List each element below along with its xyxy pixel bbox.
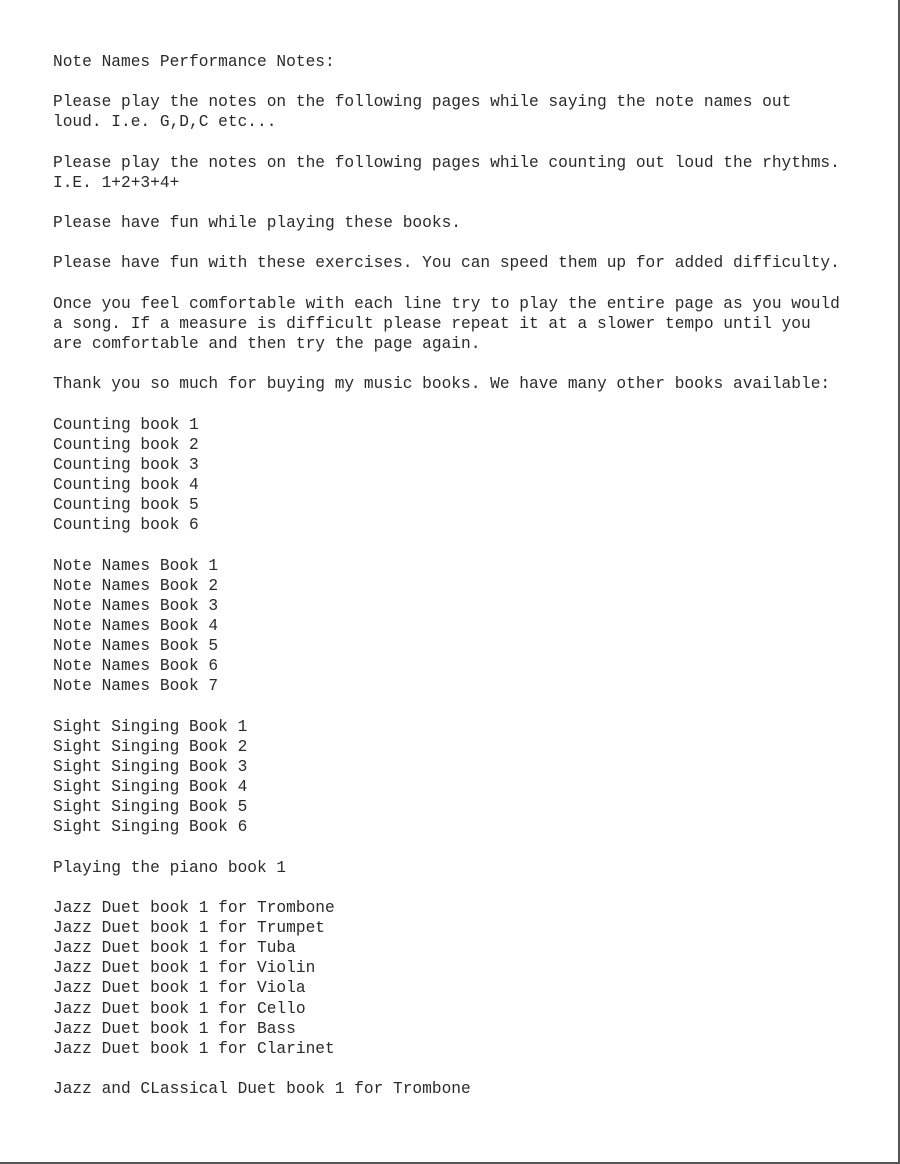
text-line: Please have fun with these exercises. You can speed them up for added difficulty. bbox=[53, 254, 840, 273]
list-item: Counting book 4 bbox=[53, 475, 199, 494]
paragraph-have-fun-exercises bbox=[53, 253, 883, 273]
list-item: Jazz Duet book 1 for Violin bbox=[53, 959, 316, 978]
spacer bbox=[53, 193, 883, 213]
list-item: Counting book 3 bbox=[53, 455, 199, 474]
spacer bbox=[53, 274, 883, 294]
paragraph-comfortable bbox=[53, 294, 883, 354]
list-item: Note Names Book 4 bbox=[53, 616, 219, 635]
book-list-counting bbox=[53, 415, 883, 536]
spacer bbox=[53, 837, 883, 857]
text-line: a song. If a measure is difficult please repeat it at a slower tempo until you bbox=[53, 314, 811, 333]
list-item: Jazz Duet book 1 for Trombone bbox=[53, 898, 335, 917]
list-item: Sight Singing Book 1 bbox=[53, 717, 248, 736]
list-item: Jazz Duet book 1 for Trumpet bbox=[53, 919, 325, 938]
paragraph-thank-you bbox=[53, 374, 883, 394]
list-item: Note Names Book 6 bbox=[53, 657, 219, 676]
list-item: Jazz Duet book 1 for Bass bbox=[53, 1019, 296, 1038]
spacer bbox=[53, 354, 883, 374]
list-item: Sight Singing Book 3 bbox=[53, 757, 248, 776]
list-item: Sight Singing Book 4 bbox=[53, 778, 248, 797]
book-list-jazz-classical bbox=[53, 1079, 883, 1099]
paragraph-have-fun-books bbox=[53, 213, 883, 233]
list-item: Counting book 5 bbox=[53, 496, 199, 515]
spacer bbox=[53, 72, 883, 92]
list-item: Jazz Duet book 1 for Cello bbox=[53, 999, 306, 1018]
spacer bbox=[53, 878, 883, 898]
text-line: Please have fun while playing these books. bbox=[53, 214, 461, 233]
text-line: Thank you so much for buying my music books. We have many other books available: bbox=[53, 375, 831, 394]
page-title: Note Names Performance Notes: bbox=[53, 53, 335, 71]
list-item: Note Names Book 2 bbox=[53, 576, 219, 595]
list-item: Sight Singing Book 5 bbox=[53, 798, 248, 817]
text-line: Please play the notes on the following pages while counting out loud the rhythms. bbox=[53, 153, 840, 172]
spacer bbox=[53, 394, 883, 414]
spacer bbox=[53, 233, 883, 253]
list-item: Note Names Book 1 bbox=[53, 556, 219, 575]
text-line: Please play the notes on the following pages while saying the note names out bbox=[53, 93, 792, 112]
list-item: Jazz Duet book 1 for Viola bbox=[53, 979, 306, 998]
text-line: Once you feel comfortable with each line try to play the entire page as you would bbox=[53, 294, 840, 313]
text-line: are comfortable and then try the page again. bbox=[53, 334, 481, 353]
list-item: Counting book 2 bbox=[53, 435, 199, 454]
spacer bbox=[53, 1059, 883, 1079]
text-line: I.E. 1+2+3+4+ bbox=[53, 173, 180, 192]
spacer bbox=[53, 535, 883, 555]
list-item: Jazz Duet book 1 for Tuba bbox=[53, 939, 296, 958]
book-list-note-names bbox=[53, 556, 883, 697]
list-item: Jazz and CLassical Duet book 1 for Trombone bbox=[53, 1080, 471, 1099]
list-item: Sight Singing Book 2 bbox=[53, 737, 248, 756]
spacer bbox=[53, 133, 883, 153]
book-list-sight-singing bbox=[53, 717, 883, 838]
list-item: Counting book 6 bbox=[53, 516, 199, 535]
list-item: Sight Singing Book 6 bbox=[53, 818, 248, 837]
document-content bbox=[53, 52, 883, 1099]
text-line: loud. I.e. G,D,C etc... bbox=[53, 113, 277, 132]
spacer bbox=[53, 697, 883, 717]
list-item: Playing the piano book 1 bbox=[53, 858, 287, 877]
list-item: Note Names Book 5 bbox=[53, 637, 219, 656]
paragraph-notes-names bbox=[53, 92, 883, 132]
list-item: Note Names Book 7 bbox=[53, 677, 219, 696]
book-list-jazz-duet bbox=[53, 898, 883, 1059]
paragraph-counting bbox=[53, 153, 883, 193]
list-item: Counting book 1 bbox=[53, 415, 199, 434]
book-list-piano bbox=[53, 858, 883, 878]
list-item: Jazz Duet book 1 for Clarinet bbox=[53, 1039, 335, 1058]
list-item: Note Names Book 3 bbox=[53, 596, 219, 615]
